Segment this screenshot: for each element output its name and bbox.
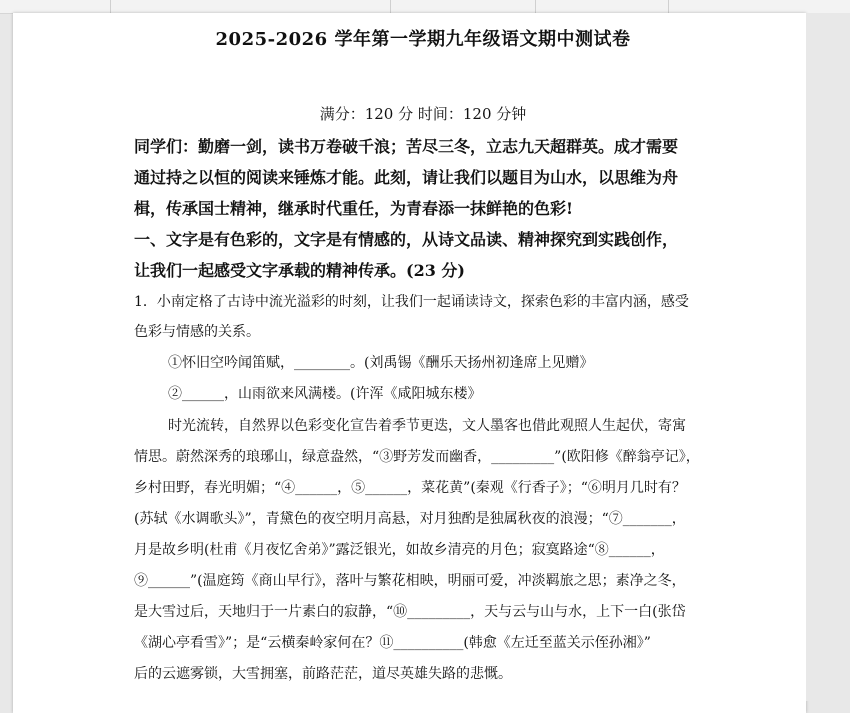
toolbar-segment xyxy=(390,0,536,13)
score-time-line: 满分：120 分 时间：120 分钟 xyxy=(319,105,527,123)
toolbar-segment xyxy=(0,0,111,13)
passage-line: 时光流转，自然界以色彩变化宣告着季节更迭，文人墨客也借此观照人生起伏，寄寓 xyxy=(168,418,686,434)
document-title: 2025-2026 学年第一学期九年级语文期中测试卷 xyxy=(215,29,631,50)
intro-line: 通过持之以恒的阅读来锤炼才能。此刻，请让我们以题目为山水，以思维为舟 xyxy=(134,168,679,187)
passage-line: 乡村田野，春光明媚；“④______，⑤______，菜花黄”(秦观《行香子》；“⑥明月几时有？ xyxy=(134,480,686,496)
toolbar-strip xyxy=(0,0,850,14)
fill-blank-item: ①怀旧空吟闻笛赋，________。(刘禹锡《酬乐天扬州初逢席上见赠》 xyxy=(168,355,594,371)
toolbar-segment xyxy=(535,0,669,13)
toolbar-segment xyxy=(110,0,391,13)
passage-line: ⑨______”(温庭筠《商山早行》，落叶与繁花相映，明丽可爱，冲淡羁旅之思；素净之冬， xyxy=(134,573,686,589)
passage-line: (苏轼《水调歌头》”，青黛色的夜空明月高悬，对月独酌是独属秋夜的浪漫；“⑦_______， xyxy=(134,511,686,527)
passage-line: 月是故乡明(杜甫《月夜忆舍弟》”露泛银光，如故乡清亮的月色；寂寞路途“⑧______， xyxy=(134,542,665,558)
passage-line: 情思。蔚然深秀的琅琊山，绿意盎然，“③野芳发而幽香，_________”(欧阳修《醉翁亭记》， xyxy=(134,449,700,465)
question-text: 1．小南定格了古诗中流光溢彩的时刻，让我们一起诵读诗文，探索色彩的丰富内涵，感受 xyxy=(134,294,689,310)
fill-blank-item: ②______，山雨欲来风满楼。(许浑《咸阳城东楼》 xyxy=(168,386,482,402)
intro-line: 楫，传承国士精神，继承时代重任，为青春添一抹鲜艳的色彩! xyxy=(134,199,574,218)
question-text: 色彩与情感的关系。 xyxy=(134,324,260,340)
intro-line: 同学们：勤磨一剑，读书万卷破千浪；苦尽三冬，立志九天超群英。成才需要 xyxy=(134,137,679,156)
passage-line: 后的云遮雾锁，大雪拥塞，前路茫茫，道尽英雄失路的悲慨。 xyxy=(134,666,512,682)
section-heading: 让我们一起感受文字承载的精神传承。(23 分) xyxy=(134,261,465,280)
document-page xyxy=(13,13,806,713)
workspace-margin xyxy=(806,13,850,701)
passage-line: 是大雪过后，天地归于一片素白的寂静，“⑩_________，天与云与山与水，上下一白(张岱 xyxy=(134,604,686,620)
passage-line: 《湖心亭看雪》”；是“云横秦岭家何在？⑪__________(韩愈《左迁至蓝关示侄孙湘》” xyxy=(134,635,651,651)
section-heading: 一、文字是有色彩的，文字是有情感的，从诗文品读、精神探究到实践创作， xyxy=(134,230,679,249)
